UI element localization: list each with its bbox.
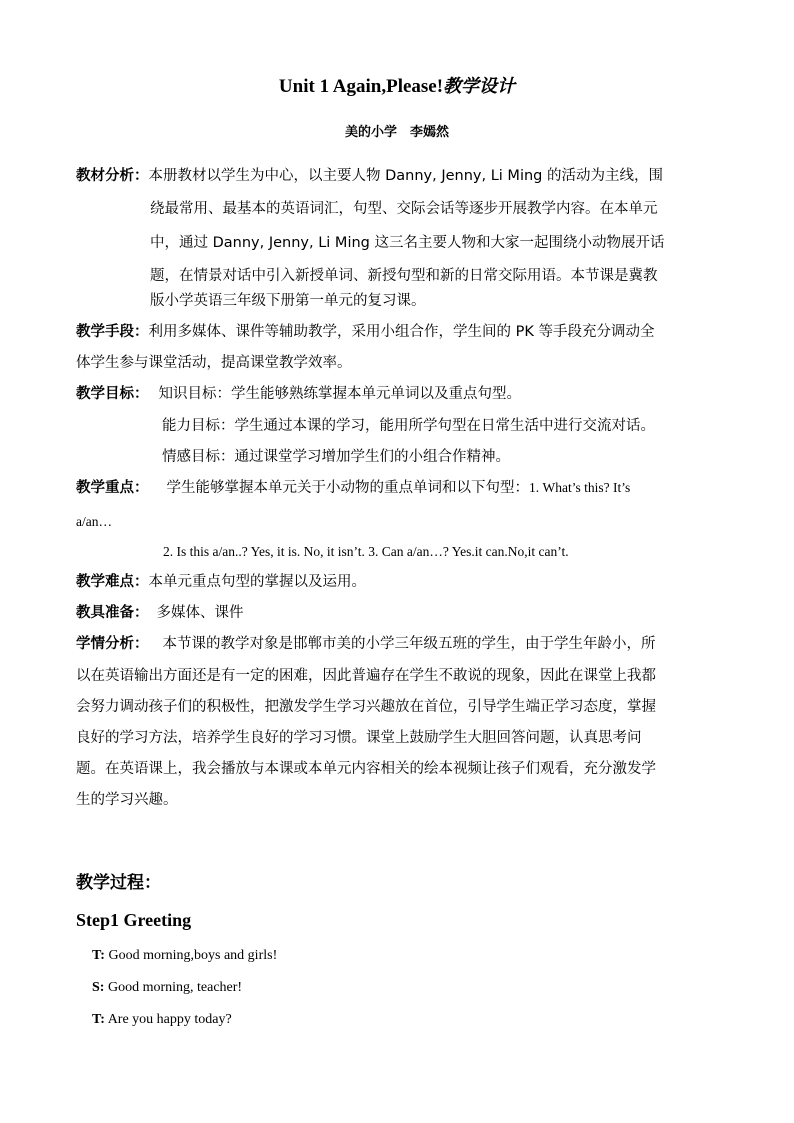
material-line-5: 版小学英语三年级下册第一单元的复习课。 (150, 293, 426, 309)
goal-emotion: 情感目标：通过课堂学习增加学生们的小组合作精神。 (162, 449, 510, 465)
keypoints-text: 学生能够掌握本单元关于小动物的重点单词和以下句型： (166, 480, 529, 496)
material-label: 教材分析： (76, 168, 149, 184)
means-line-1 (76, 322, 654, 342)
dialog-line-2 (92, 980, 242, 996)
students-line-3: 会努力调动孩子们的积极性，把激发学生学习兴趣放在首位，引导学生端正学习态度，掌握 (76, 699, 656, 715)
title-cn: 教学设计 (443, 76, 516, 97)
author-line: 美的小学 李嫣然 (344, 125, 449, 140)
students-text: 本节课的教学对象是邯郸市美的小学三年级五班的学生，由于学生年龄小，所 (162, 636, 656, 652)
material-text: 本册教材以学生为中心，以主要人物 Danny, Jenny, Li Ming 的活动为主线，围 (148, 168, 663, 184)
means-line-2: 体学生参与课堂活动，提高课堂教学效率。 (76, 355, 352, 371)
students-line-6: 生的学习兴趣。 (76, 792, 178, 808)
keypoints-cont: a/an… (76, 514, 112, 529)
tools-label: 教具准备： (76, 605, 149, 621)
dialog-text: Good morning, teacher! (104, 980, 243, 995)
dialog-text: Good morning,boys and girls! (104, 948, 278, 963)
material-line-2: 绕最常用、最基本的英语词汇，句型、交际会话等逐步开展教学内容。在本单元 (150, 201, 658, 217)
keypoints-q1: 1. What’s this? It’s (529, 480, 631, 495)
step1-title: Step1 Greeting (76, 910, 192, 930)
keypoints-label: 教学重点： (76, 480, 149, 496)
means-label: 教学手段： (76, 324, 149, 340)
students-label: 学情分析： (76, 636, 149, 652)
dialog-line-3 (92, 1012, 232, 1028)
difficulty-line (76, 572, 366, 592)
goals-label: 教学目标： (76, 386, 149, 402)
students-line-2: 以在英语输出方面还是有一定的困难，因此普遍存在学生不敢说的现象，因此在课堂上我都 (76, 668, 656, 684)
document-title (0, 72, 794, 98)
goal-knowledge: 知识目标：学生能够熟练掌握本单元单词以及重点句型。 (158, 386, 521, 402)
goals-line-1 (76, 384, 521, 404)
title-main: Unit 1 Again,Please! (278, 76, 444, 97)
goal-ability: 能力目标：学生通过本课的学习，能用所学句型在日常生活中进行交流对话。 (162, 418, 655, 434)
material-line-4: 题，在情景对话中引入新授单词、新授句型和新的日常交际用语。本节课是冀教 (150, 268, 658, 284)
keypoints-line-1 (76, 478, 630, 498)
material-line-3: 中，通过 Danny, Jenny, Li Ming 这三名主要人物和大家一起围绕小动物展开话 (150, 235, 665, 251)
dialog-text: Are you happy today? (104, 1012, 232, 1027)
difficulty-text: 本单元重点句型的掌握以及运用。 (148, 574, 366, 590)
difficulty-label: 教学难点： (76, 574, 149, 590)
students-line-5: 题。在英语课上，我会播放与本课或本单元内容相关的绘本视频让孩子们观看，充分激发学 (76, 761, 656, 777)
dialog-line-1 (92, 948, 277, 964)
dialog-speaker: T: (92, 1012, 105, 1027)
dialog-speaker: T: (92, 948, 105, 963)
means-text: 利用多媒体、课件等辅助教学，采用小组合作，学生间的 PK 等手段充分调动全 (148, 324, 655, 340)
material-line-1 (76, 166, 663, 186)
tools-line (76, 603, 244, 623)
tools-text: 多媒体、课件 (156, 605, 244, 621)
students-line-1 (76, 634, 656, 654)
keypoints-line-2: 2. Is this a/an..? Yes, it is. No, it isn’t. 3. Can a/an…? Yes.it can.No,it can’t. (163, 544, 569, 559)
process-heading: 教学过程： (76, 873, 161, 893)
students-line-4: 良好的学习方法，培养学生良好的学习习惯。课堂上鼓励学生大胆回答问题，认真思考问 (76, 730, 642, 746)
dialog-speaker: S: (92, 980, 105, 995)
